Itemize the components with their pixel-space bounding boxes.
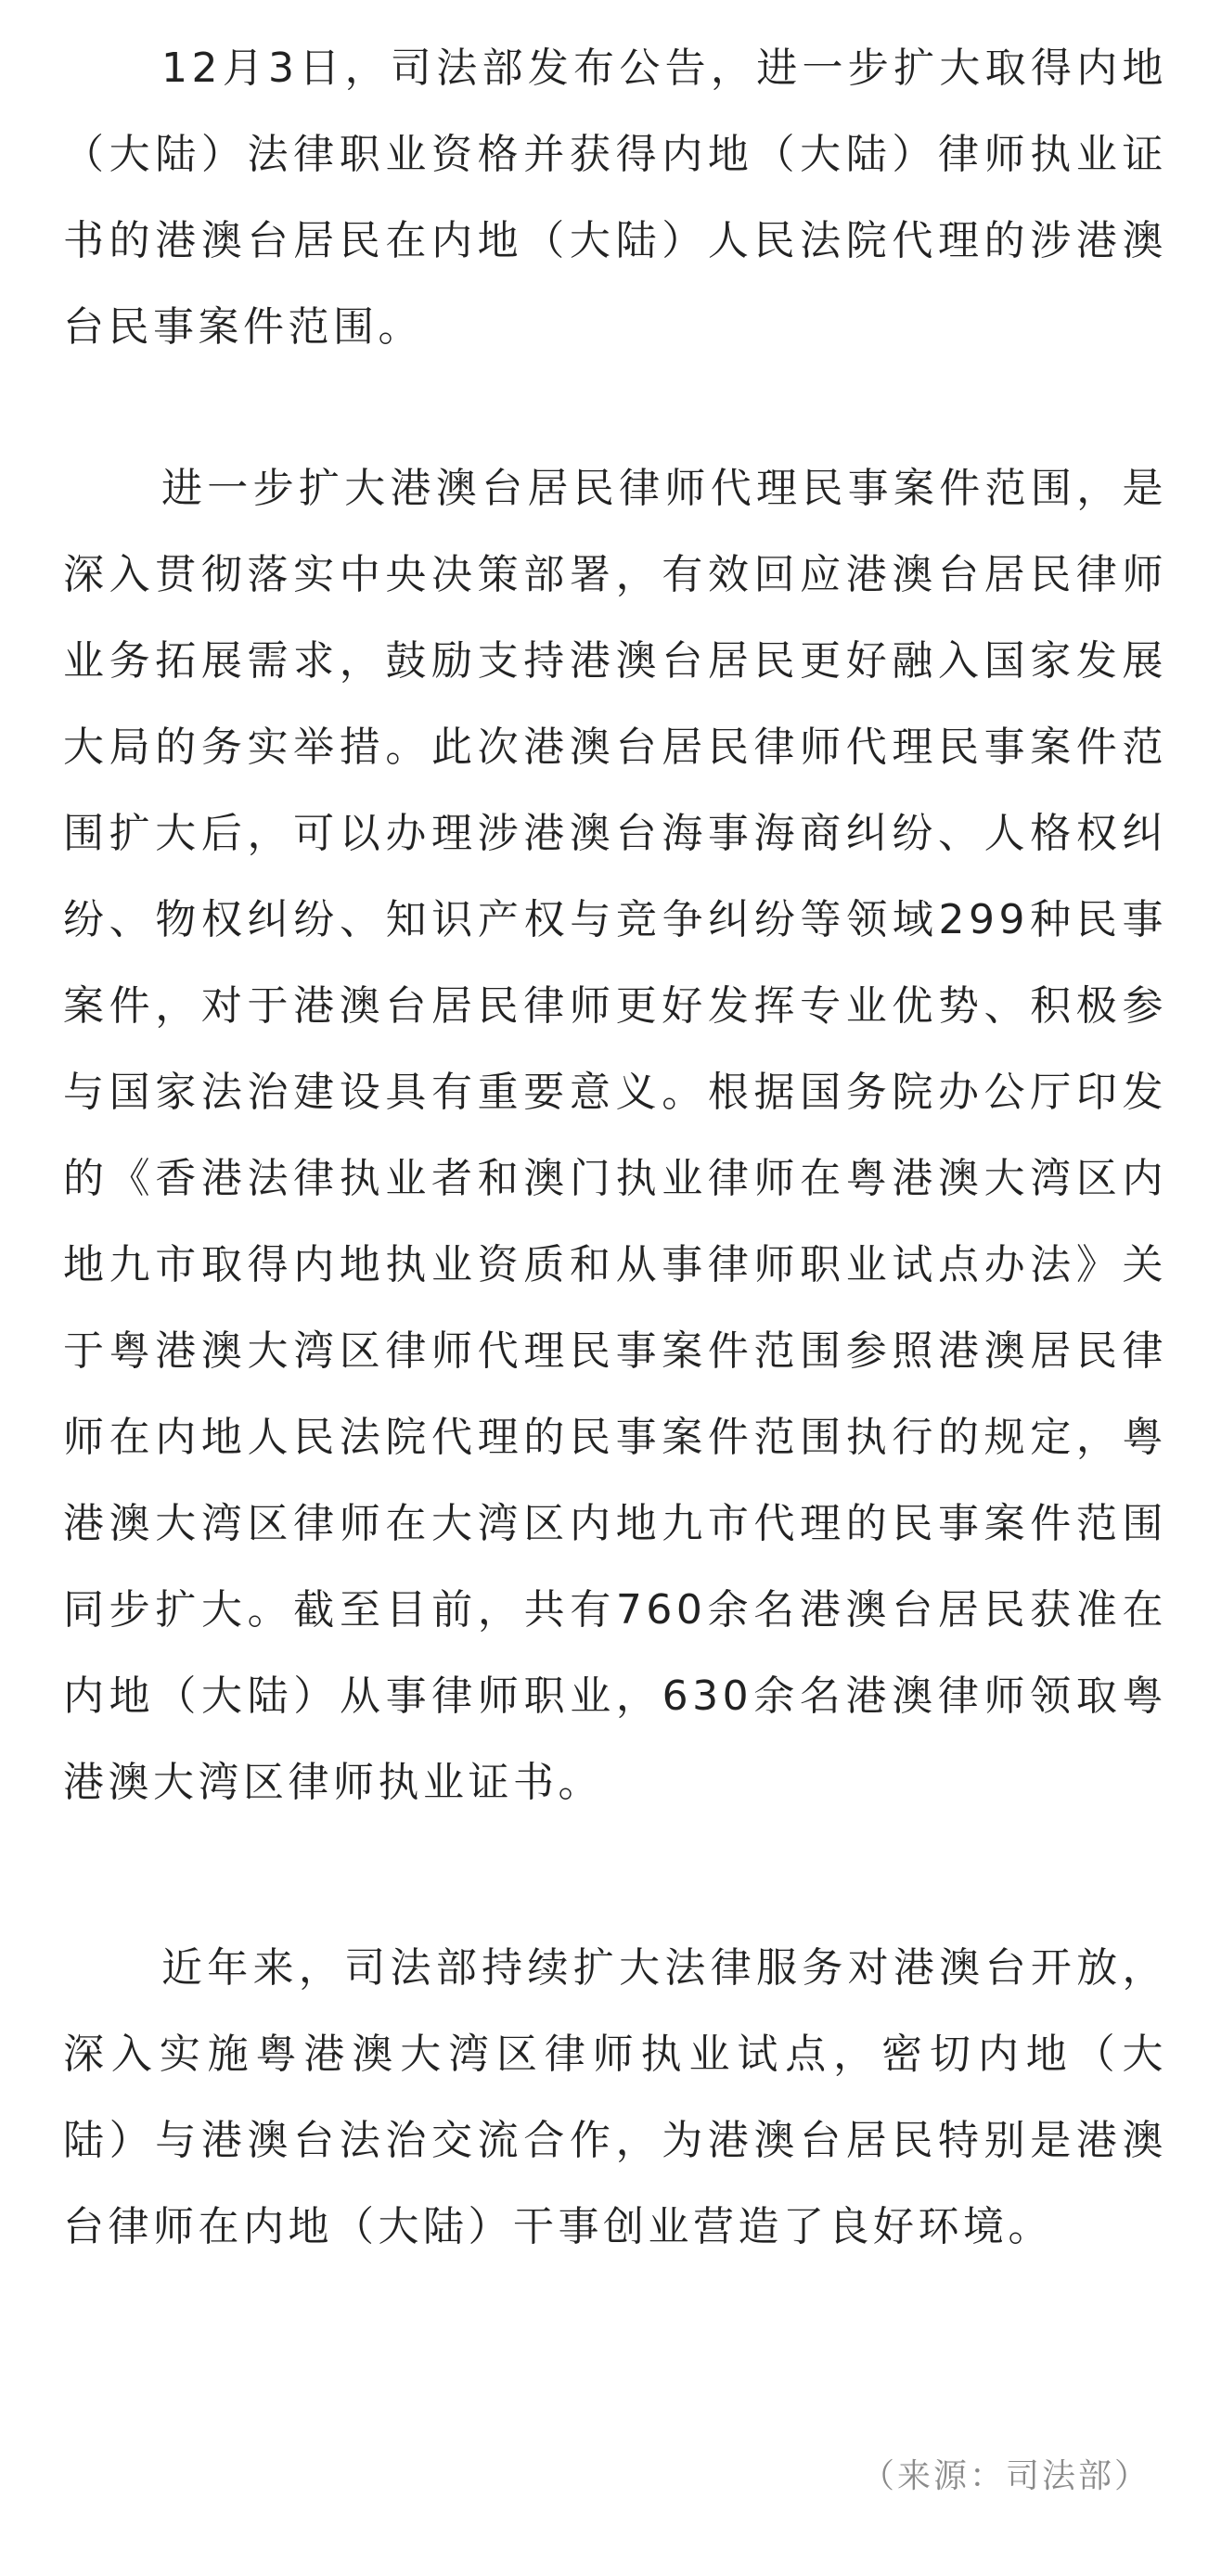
article-paragraph-1: 12月3日，司法部发布公告，进一步扩大取得内地（大陆）法律职业资格并获得内地（大陆）律师执业证书的港澳台居民在内地（大陆）人民法院代理的涉港澳台民事案件范围。: [63, 45, 1167, 351]
article-source: （来源：司法部）: [860, 2457, 1150, 2495]
article-paragraph-3: 近年来，司法部持续扩大法律服务对港澳台开放，深入实施粤港澳大湾区律师执业试点，密切内地（大陆）与港澳台法治交流合作，为港澳台居民特别是港澳台律师在内地（大陆）干事创业营造了良好环境。: [63, 1944, 1167, 2250]
article-paragraph-2: 进一步扩大港澳台居民律师代理民事案件范围，是深入贯彻落实中央决策部署，有效回应港澳台居民律师业务拓展需求，鼓励支持港澳台居民更好融入国家发展大局的务实举措。此次港澳台居民律师代理民事案件范围扩大后，可以办理涉港澳台海事海商纠纷、人格权纠纷、物权纠纷、知识产权与竞争纠纷等领域299种民事案件，对于港澳台居民律师更好发挥专业优势、积极参与国家法治建设具有重要意义。根据国务院办公厅印发的《香港法律执业者和澳门执业律师在粤港澳大湾区内地九市取得内地执业资质和从事律师职业试点办法》关于粤港澳大湾区律师代理民事案件范围参照港澳居民律师在内地人民法院代理的民事案件范围执行的规定，粤港澳大湾区律师在大湾区内地九市代理的民事案件范围同步扩大。截至目前，共有760余名港澳台居民获准在内地（大陆）从事律师职业，630余名港澳律师领取粤港澳大湾区律师执业证书。: [63, 465, 1167, 1806]
